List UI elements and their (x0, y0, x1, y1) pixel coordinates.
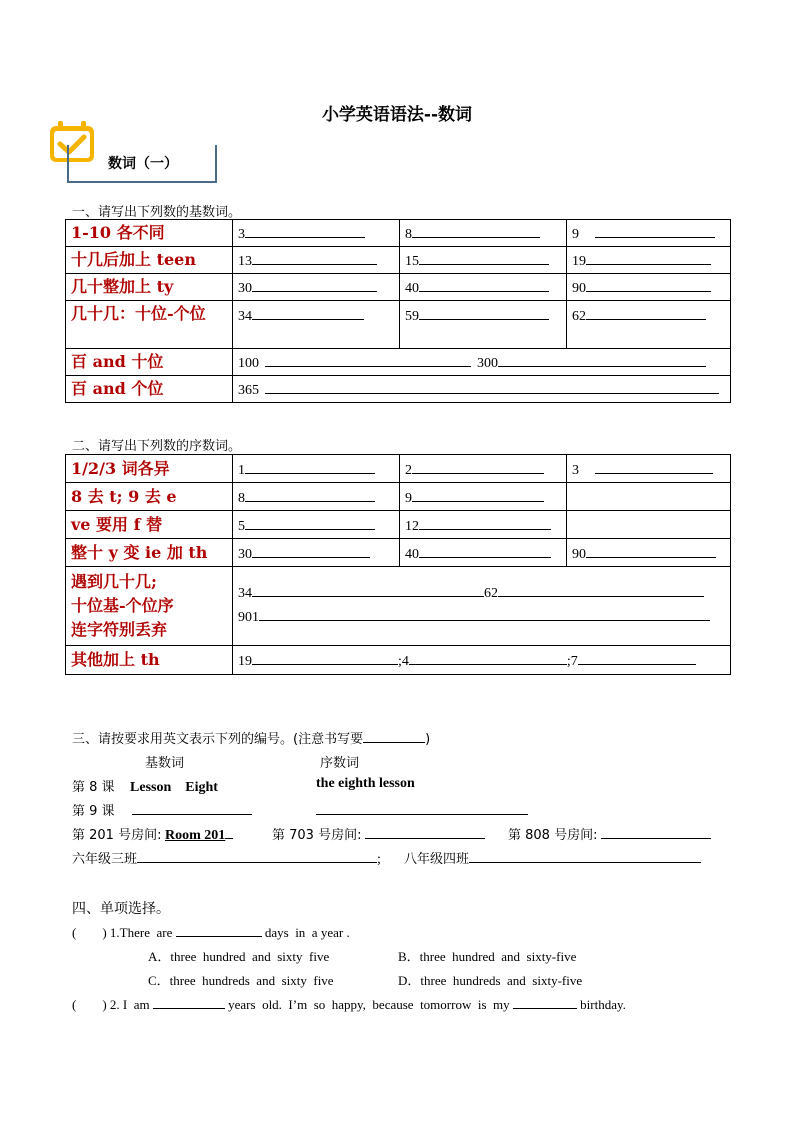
answer-blank[interactable] (252, 582, 484, 597)
room703-label: 第 703 号房间: (272, 828, 362, 843)
answer-blank[interactable] (419, 543, 551, 558)
lesson8-row (72, 776, 218, 796)
answer-blank[interactable] (245, 459, 375, 474)
table-row (66, 220, 731, 247)
section1-heading: 一、请写出下列数的基数词。 (72, 205, 242, 220)
cardinal-table (65, 219, 731, 403)
answer-blank[interactable] (586, 305, 706, 320)
question-1 (72, 922, 350, 941)
section-badge-label: 数词（一） (108, 156, 178, 172)
number-label: 12 (405, 518, 419, 534)
lesson8-ordinal: the eighth lesson (316, 776, 415, 791)
table-row (66, 247, 731, 274)
answer-blank[interactable] (252, 305, 364, 320)
number-label: 30 (238, 281, 252, 296)
answer-blank[interactable] (265, 352, 471, 367)
class63-label: 六年级三班 (72, 852, 138, 867)
room-row (72, 824, 233, 844)
page-title: 小学英语语法--数词 (321, 105, 473, 125)
q2-suffix: birthday. (580, 997, 626, 1012)
answer-blank[interactable] (245, 223, 365, 238)
number-label: 300 (477, 356, 498, 371)
rule-line: 十位基-个位序 (71, 596, 174, 615)
number-label: ;4 (398, 654, 409, 669)
answer-blank[interactable] (137, 848, 377, 863)
table-row (66, 483, 731, 511)
answer-blank[interactable] (595, 223, 715, 238)
answer-blank[interactable] (498, 352, 706, 367)
number-label: 90 (572, 546, 586, 562)
table-row (66, 511, 731, 539)
number-label: 62 (572, 309, 586, 324)
answer-paren[interactable]: ( ) (72, 997, 107, 1012)
answer-blank[interactable] (252, 250, 377, 265)
lesson8-label: 第 8 课 (72, 780, 115, 795)
rule-cell: 整十 y 变 ie 加 th (66, 539, 233, 567)
number-label: 2 (405, 462, 412, 478)
lesson9-row (72, 800, 252, 820)
number-label: 8 (405, 227, 412, 242)
answer-blank[interactable] (419, 277, 549, 292)
number-label: 5 (238, 518, 245, 534)
room201-answer: Room 201 (164, 828, 226, 843)
answer-blank[interactable] (259, 606, 710, 621)
answer-blank[interactable] (176, 922, 262, 937)
number-label: 90 (572, 281, 586, 296)
answer-blank[interactable] (419, 515, 551, 530)
rule-cell: 百 and 个位 (66, 376, 233, 403)
rule-cell: 8 去 t; 9 去 e (66, 483, 233, 511)
answer-blank[interactable] (252, 543, 370, 558)
answer-blank[interactable] (409, 650, 567, 665)
number-label: 19 (572, 254, 586, 269)
q2-prefix: 2. I am (109, 997, 150, 1012)
table-row (66, 646, 731, 675)
room201-label: 第 201 号房间: (72, 828, 162, 843)
answer-blank[interactable] (363, 728, 425, 743)
col-cardinal-label: 基数词 (145, 756, 185, 771)
option-b[interactable]: B．three hundred and sixty-five (398, 949, 577, 964)
answer-blank[interactable] (365, 824, 485, 839)
number-label: 40 (405, 546, 419, 562)
answer-blank[interactable] (498, 582, 704, 597)
answer-blank[interactable] (412, 487, 544, 502)
number-label: 13 (238, 254, 252, 269)
number-label: ;7 (566, 654, 578, 669)
number-label: 100 (238, 356, 259, 371)
room808-label: 第 808 号房间: (508, 828, 598, 843)
number-label: 1 (238, 462, 245, 478)
answer-blank[interactable] (132, 800, 252, 815)
answer-blank[interactable] (225, 824, 233, 839)
q1-prefix: 1.There are (109, 925, 173, 940)
rule-cell: ve 要用 f 替 (66, 511, 233, 539)
number-label: 3 (572, 462, 579, 478)
rule-cell: 1/2/3 词各异 (66, 455, 233, 483)
answer-blank[interactable] (245, 515, 375, 530)
table-row (66, 567, 731, 646)
number-label: 3 (238, 227, 245, 242)
q1-suffix: days in a year . (264, 925, 350, 940)
table-row (66, 455, 731, 483)
answer-blank[interactable] (265, 379, 719, 394)
lesson8-cardinal: Lesson Eight (130, 780, 218, 795)
table-row (66, 376, 731, 403)
number-label: 40 (405, 281, 419, 296)
answer-blank[interactable] (419, 250, 549, 265)
col-ordinal-label: 序数词 (320, 756, 360, 771)
answer-blank[interactable] (578, 650, 696, 665)
answer-blank[interactable] (245, 487, 375, 502)
number-label: 901 (238, 610, 259, 625)
number-label: 9 (572, 227, 579, 242)
number-label: 62 (484, 586, 498, 601)
number-label: 30 (238, 546, 252, 562)
lesson9-label: 第 9 课 (72, 804, 115, 819)
section3-heading (72, 728, 430, 747)
answer-blank[interactable] (586, 277, 711, 292)
rule-line: 遇到几十几; (71, 572, 157, 591)
section4-heading: 四、单项选择。 (72, 901, 170, 917)
answer-blank[interactable] (586, 250, 711, 265)
option-a[interactable]: A．three hundred and sixty five (148, 949, 330, 964)
number-label: 15 (405, 254, 419, 269)
answer-blank[interactable] (412, 459, 544, 474)
rule-cell: 1-10 各不同 (66, 220, 233, 247)
answer-blank[interactable] (595, 459, 713, 474)
answer-blank[interactable] (419, 305, 549, 320)
answer-blank[interactable] (412, 223, 540, 238)
class84-label: 八年级四班 (404, 852, 470, 867)
number-label: 34 (238, 309, 252, 324)
answer-paren[interactable]: ( ) (72, 925, 107, 940)
answer-blank[interactable] (513, 994, 577, 1009)
answer-blank[interactable] (252, 277, 377, 292)
number-label: 9 (405, 490, 412, 506)
table-row (66, 274, 731, 301)
rule-cell: 几十几：十位-个位 (66, 301, 233, 349)
rule-cell: 几十整加上 ty (66, 274, 233, 301)
table-row (66, 349, 731, 376)
rule-cell: 十几后加上 teen (66, 247, 233, 274)
option-d[interactable]: D．three hundreds and sixty-five (398, 973, 583, 988)
table-row (66, 301, 731, 349)
q2-middle: years old. I’m so happy, because tomorrow is my (228, 997, 510, 1012)
option-c[interactable]: C．three hundreds and sixty five (148, 973, 334, 988)
answer-blank[interactable] (601, 824, 711, 839)
class-row (72, 848, 381, 868)
number-label: 365 (238, 383, 259, 398)
question-2 (72, 994, 626, 1013)
ordinal-table (65, 454, 731, 675)
number-label: 59 (405, 309, 419, 324)
number-label: 34 (238, 586, 252, 601)
section3-heading-text: 三、请按要求用英文表示下列的编号。(注意书写要 (72, 732, 364, 747)
number-label: 8 (238, 490, 245, 506)
number-label: 19 (238, 654, 252, 669)
separator: ; (377, 852, 381, 867)
rule-cell: 百 and 十位 (66, 349, 233, 376)
answer-blank[interactable] (153, 994, 225, 1009)
section3-heading-end: ) (425, 732, 431, 747)
section2-heading: 二、请写出下列数的序数词。 (72, 439, 242, 454)
answer-blank[interactable] (252, 650, 398, 665)
rule-cell: 其他加上 th (66, 646, 233, 675)
answer-blank[interactable] (316, 800, 528, 815)
table-row (66, 539, 731, 567)
answer-blank[interactable] (469, 848, 701, 863)
rule-line: 连字符别丢弃 (71, 620, 168, 639)
answer-blank[interactable] (586, 543, 716, 558)
